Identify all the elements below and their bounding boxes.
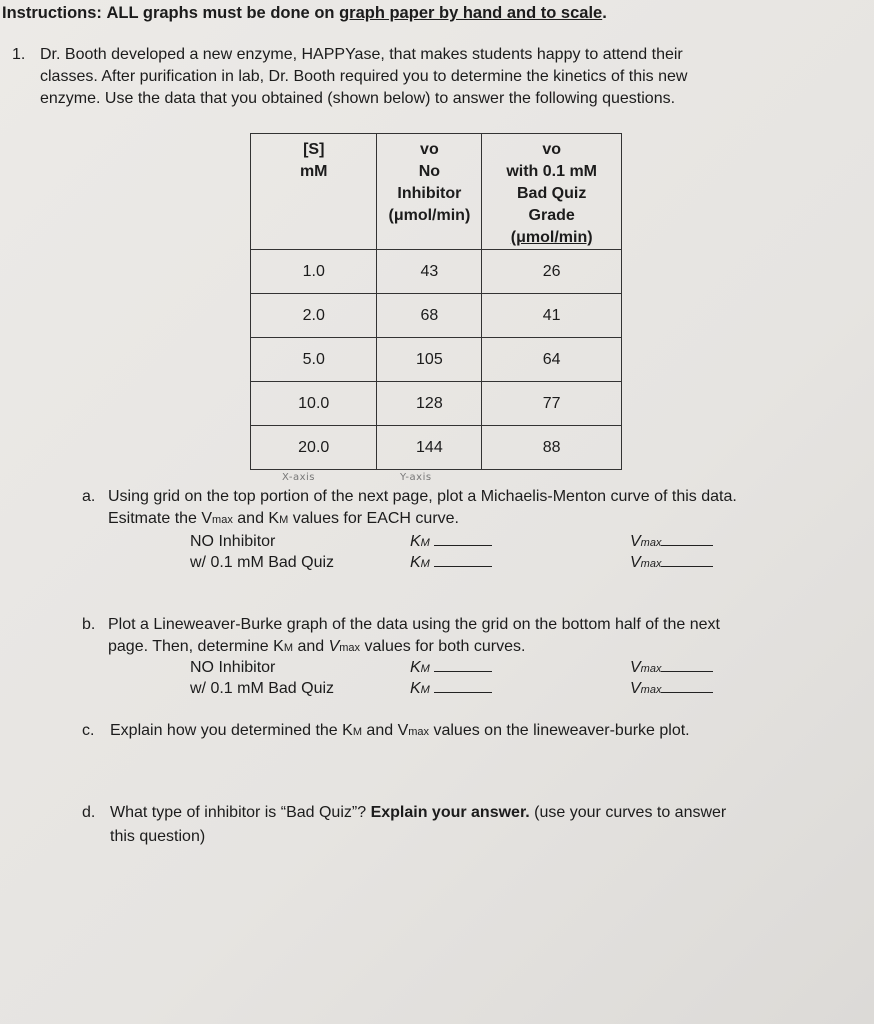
text: What type of inhibitor is “Bad Quiz”? [110, 804, 371, 821]
header-line: mM [299, 163, 328, 180]
question-number: 1. [12, 46, 26, 63]
text: Explain how you determined the K [110, 722, 353, 739]
text: values for EACH curve. [288, 510, 459, 527]
text: max [640, 558, 662, 570]
cell: 105 [377, 338, 482, 382]
kinetics-data-table [250, 133, 622, 470]
text-bold: Explain your answer. [370, 804, 530, 821]
cell: 2.0 [251, 294, 377, 338]
header-line: with 0.1 mM [506, 163, 597, 180]
table-row [251, 294, 622, 338]
answer-blank[interactable] [434, 657, 492, 672]
text: max [640, 684, 662, 696]
text: and [293, 638, 329, 655]
part-a-line-2 [108, 508, 459, 531]
header-line: Inhibitor [397, 185, 462, 202]
vmax-answer-field[interactable] [630, 531, 713, 554]
vmax-answer-field[interactable] [630, 678, 713, 701]
part-b-row-label: w/ 0.1 mM Bad Quiz [190, 680, 335, 697]
part-c-text [110, 720, 690, 743]
part-b-row-label: NO Inhibitor [190, 659, 276, 676]
answer-blank[interactable] [434, 678, 492, 693]
text: Esitmate the V [108, 510, 213, 527]
instructions-period: . [602, 4, 607, 22]
instructions-text: ALL graphs must be done on [106, 4, 340, 22]
cell: 26 [482, 250, 622, 294]
text: M [420, 684, 430, 696]
table-row [251, 426, 622, 470]
header-line: vo [542, 141, 561, 158]
text: K [410, 554, 421, 571]
header-line: Bad Quiz [516, 185, 587, 202]
instructions-underlined: graph paper by hand and to scale [339, 4, 603, 22]
header-substrate [251, 134, 377, 250]
table-row [251, 338, 622, 382]
text: M [420, 537, 430, 549]
text: M [420, 558, 430, 570]
cell: 5.0 [251, 338, 377, 382]
text: V [630, 554, 641, 571]
handwritten-x-axis: X-axis [282, 472, 315, 483]
vmax-answer-field[interactable] [630, 552, 713, 575]
cell: 88 [482, 426, 622, 470]
header-no-inhibitor [377, 134, 482, 250]
cell: 41 [482, 294, 622, 338]
header-line: (μmol/min) [388, 207, 471, 224]
table-row [251, 382, 622, 426]
text: max [212, 514, 233, 526]
cell: 20.0 [251, 426, 377, 470]
part-c-letter: c. [82, 722, 95, 739]
cell: 128 [377, 382, 482, 426]
header-with-inhibitor [482, 134, 622, 250]
part-a-row-label: w/ 0.1 mM Bad Quiz [190, 554, 335, 571]
cell: 77 [482, 382, 622, 426]
cell: 10.0 [251, 382, 377, 426]
header-line: No [418, 163, 441, 180]
text: max [640, 537, 662, 549]
text: M [420, 663, 430, 675]
answer-blank[interactable] [661, 531, 713, 546]
instructions-label: Instructions: [2, 4, 102, 22]
instructions [2, 2, 607, 24]
handwritten-y-axis: Y-axis [400, 472, 432, 483]
question-line-3: enzyme. Use the data that you obtained (shown below) to answer the following questions. [40, 90, 676, 107]
text: max [640, 663, 662, 675]
part-b-line-2 [108, 636, 525, 659]
part-a-line-1: Using grid on the top portion of the next page, plot a Michaelis-Menton curve of this data. [108, 488, 737, 505]
text: max [339, 642, 361, 654]
vmax-answer-field[interactable] [630, 657, 713, 680]
part-b-line-1: Plot a Lineweaver-Burke graph of the data using the grid on the bottom half of the next [108, 616, 720, 633]
part-b-letter: b. [82, 616, 96, 633]
question-line-2: classes. After purification in lab, Dr. Booth required you to determine the kinetics of this new [40, 68, 688, 85]
part-d-line-1 [110, 802, 726, 824]
table-row [251, 250, 622, 294]
cell: 1.0 [251, 250, 377, 294]
header-line: [S] [303, 141, 325, 158]
question-line-1: Dr. Booth developed a new enzyme, HAPPYase, that makes students happy to attend their [40, 46, 683, 63]
text: V [328, 638, 340, 655]
header-line: vo [420, 141, 439, 158]
km-answer-field[interactable] [410, 552, 492, 575]
answer-blank[interactable] [434, 552, 492, 567]
text: M [279, 514, 289, 526]
text: M [283, 642, 293, 654]
cell: 64 [482, 338, 622, 382]
text: and K [232, 510, 280, 527]
answer-blank[interactable] [661, 552, 713, 567]
text: (use your curves to answer [529, 804, 727, 821]
part-d-letter: d. [82, 804, 96, 821]
text: page. Then, determine K [108, 638, 284, 655]
cell: 144 [377, 426, 482, 470]
text: V [630, 659, 641, 676]
km-answer-field[interactable] [410, 657, 492, 680]
km-answer-field[interactable] [410, 531, 492, 554]
text: and V [361, 722, 409, 739]
header-line: Grade [528, 207, 575, 224]
part-d-line-2: this question) [110, 828, 206, 845]
answer-blank[interactable] [661, 678, 713, 693]
text: K [410, 659, 421, 676]
text: V [630, 680, 641, 697]
part-a-letter: a. [82, 488, 96, 505]
answer-blank[interactable] [434, 531, 492, 546]
km-answer-field[interactable] [410, 678, 492, 701]
text: M [352, 726, 362, 738]
text: K [410, 680, 421, 697]
part-a-row-label: NO Inhibitor [190, 533, 276, 550]
table-header-row [251, 134, 622, 250]
text: V [630, 533, 641, 550]
text: K [410, 533, 421, 550]
header-line: (μmol/min) [510, 229, 593, 246]
cell: 68 [377, 294, 482, 338]
text: values on the lineweaver-burke plot. [429, 722, 690, 739]
text: values for both curves. [360, 638, 526, 655]
text: max [408, 726, 430, 738]
answer-blank[interactable] [661, 657, 713, 672]
cell: 43 [377, 250, 482, 294]
